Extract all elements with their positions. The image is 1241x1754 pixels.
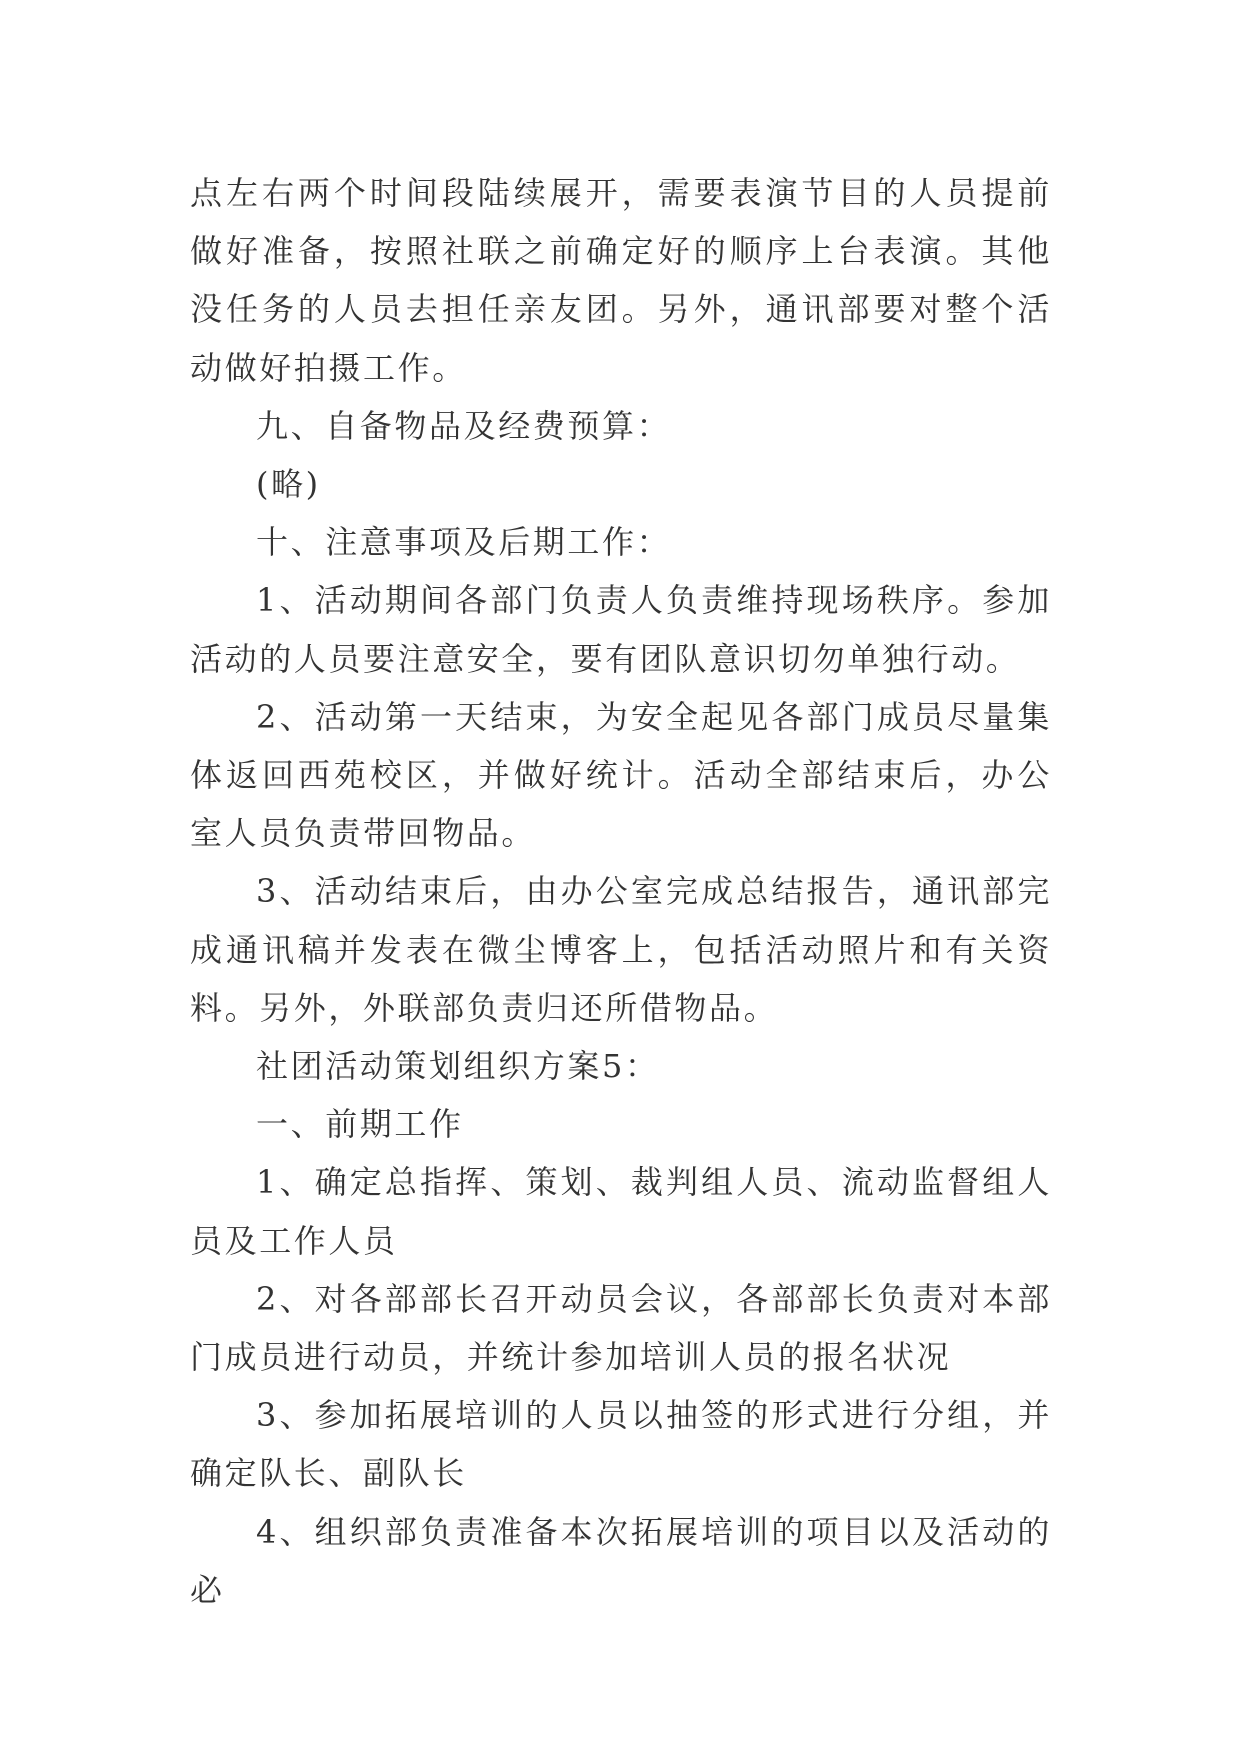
document-body bbox=[190, 164, 1052, 1619]
paragraph-omitted: (略) bbox=[256, 465, 321, 504]
plan-title-5: 社团活动策划组织方案5： bbox=[256, 1047, 660, 1086]
paragraph-continuation: 点左右两个时间段陆续展开，需要表演节目的人员提前做好准备，按照社联之前确定好的顺序上台表演。其他没任务的人员去担任亲友团。另外，通讯部要对整个活动做好拍摄工作。 bbox=[190, 174, 1052, 387]
section-heading-10: 十、注意事项及后期工作： bbox=[256, 523, 672, 562]
prep-item-3: 3、参加拓展培训的人员以抽签的形式进行分组，并确定队长、副队长 bbox=[190, 1396, 1052, 1493]
section-heading-1: 一、前期工作 bbox=[256, 1105, 464, 1144]
section-heading-9: 九、自备物品及经费预算： bbox=[256, 406, 672, 445]
prep-item-1: 1、确定总指挥、策划、裁判组人员、流动监督组人员及工作人员 bbox=[190, 1163, 1052, 1260]
list-item-2: 2、活动第一天结束，为安全起见各部门成员尽量集体返回西苑校区，并做好统计。活动全部结束后，办公室人员负责带回物品。 bbox=[190, 697, 1052, 853]
list-item-3: 3、活动结束后，由办公室完成总结报告，通讯部完成通讯稿并发表在微尘博客上，包括活动照片和有关资料。另外，外联部负责归还所借物品。 bbox=[190, 872, 1052, 1027]
list-item-1: 1、活动期间各部门负责人负责维持现场秩序。参加活动的人员要注意安全，要有团队意识切勿单独行动。 bbox=[190, 581, 1052, 678]
prep-item-4: 4、组织部负责准备本次拓展培训的项目以及活动的必 bbox=[190, 1512, 1052, 1609]
prep-item-2: 2、对各部部长召开动员会议，各部部长负责对本部门成员进行动员，并统计参加培训人员的报名状况 bbox=[190, 1279, 1052, 1377]
